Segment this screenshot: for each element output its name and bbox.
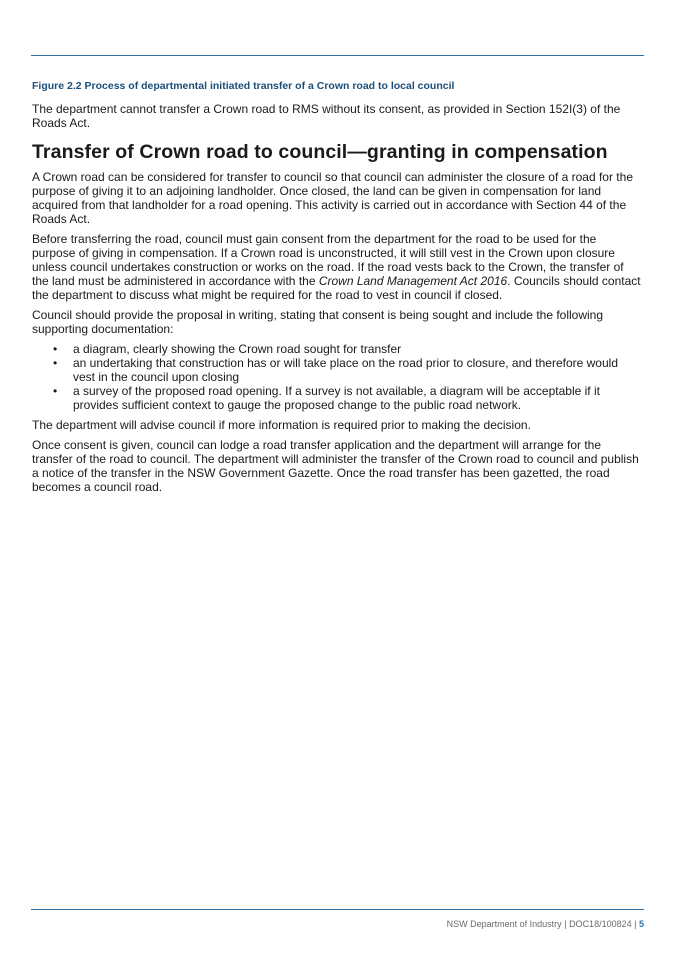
paragraph-advise: The department will advise council if more information is required prior to making the decision. [32, 418, 531, 432]
footer-org: NSW Department of Industry [446, 919, 562, 929]
paragraph-proposal: Council should provide the proposal in writing, stating that consent is being sought and include the following supporting documentation: [32, 308, 604, 336]
footer-separator: | [634, 919, 637, 929]
footer-separator: | [564, 919, 567, 929]
footer-doc-id: DOC18/100824 [569, 919, 632, 929]
list-item [32, 356, 642, 384]
act-title: Crown Land Management Act 2016 [318, 274, 508, 288]
page-content [32, 79, 642, 500]
documentation-list [32, 342, 642, 412]
footer-rule [31, 909, 644, 910]
page-footer [447, 919, 644, 929]
section-heading: Transfer of Crown road to council—granting in compensation [32, 141, 608, 163]
bullet-icon: • [53, 356, 58, 370]
list-item [32, 384, 642, 412]
list-item [32, 342, 642, 356]
page-number: 5 [638, 919, 644, 929]
paragraph-final: Once consent is given, council can lodge a road transfer application and the department will arrange for the transfer of the road to council. The department will administer the transfer of the Crown road to council and publish a notice of the transfer in the NSW Government Gazette. Once the road transfer has been gazetted, the road becomes a council road. [32, 438, 639, 494]
paragraph-consent-before: Before transferring the road, council must gain consent from the department for the road to be used for the purpose of giving in compensation. If a Crown road is unconstructed, it will still vest in the Crown upon closure unless council undertakes construction or works on the road. If the road vests back to the Crown, the transfer of the land must be administered in accordance with the [32, 232, 624, 288]
paragraph-intro: A Crown road can be considered for transfer to council so that council can administer the closure of a road for the purpose of giving it to an adjoining landholder. Once closed, the land can be given in compensation for land acquired from that landholder for a road opening. This activity is carried out in accordance with Section 44 of the Roads Act. [32, 170, 633, 226]
list-item-text: an undertaking that construction has or will take place on the road prior to closure, and therefore would vest in the council upon closing [73, 356, 618, 384]
paragraph-rms-consent: The department cannot transfer a Crown road to RMS without its consent, as provided in Section 152I(3) of the Roads Act. [32, 102, 621, 130]
paragraph-consent-after: . Councils should contact the department to discuss what might be required for the road to vest in council if closed. [32, 274, 641, 302]
list-item-text: a survey of the proposed road opening. If a survey is not available, a diagram will be acceptable if it provides sufficient context to gauge the proposed change to the public road network. [73, 384, 600, 412]
paragraph-consent [32, 232, 642, 302]
bullet-icon: • [53, 342, 58, 356]
list-item-text: a diagram, clearly showing the Crown road sought for transfer [73, 342, 402, 356]
bullet-icon: • [53, 384, 58, 398]
header-rule [31, 55, 644, 56]
figure-caption: Figure 2.2 Process of departmental initiated transfer of a Crown road to local council [32, 80, 455, 92]
